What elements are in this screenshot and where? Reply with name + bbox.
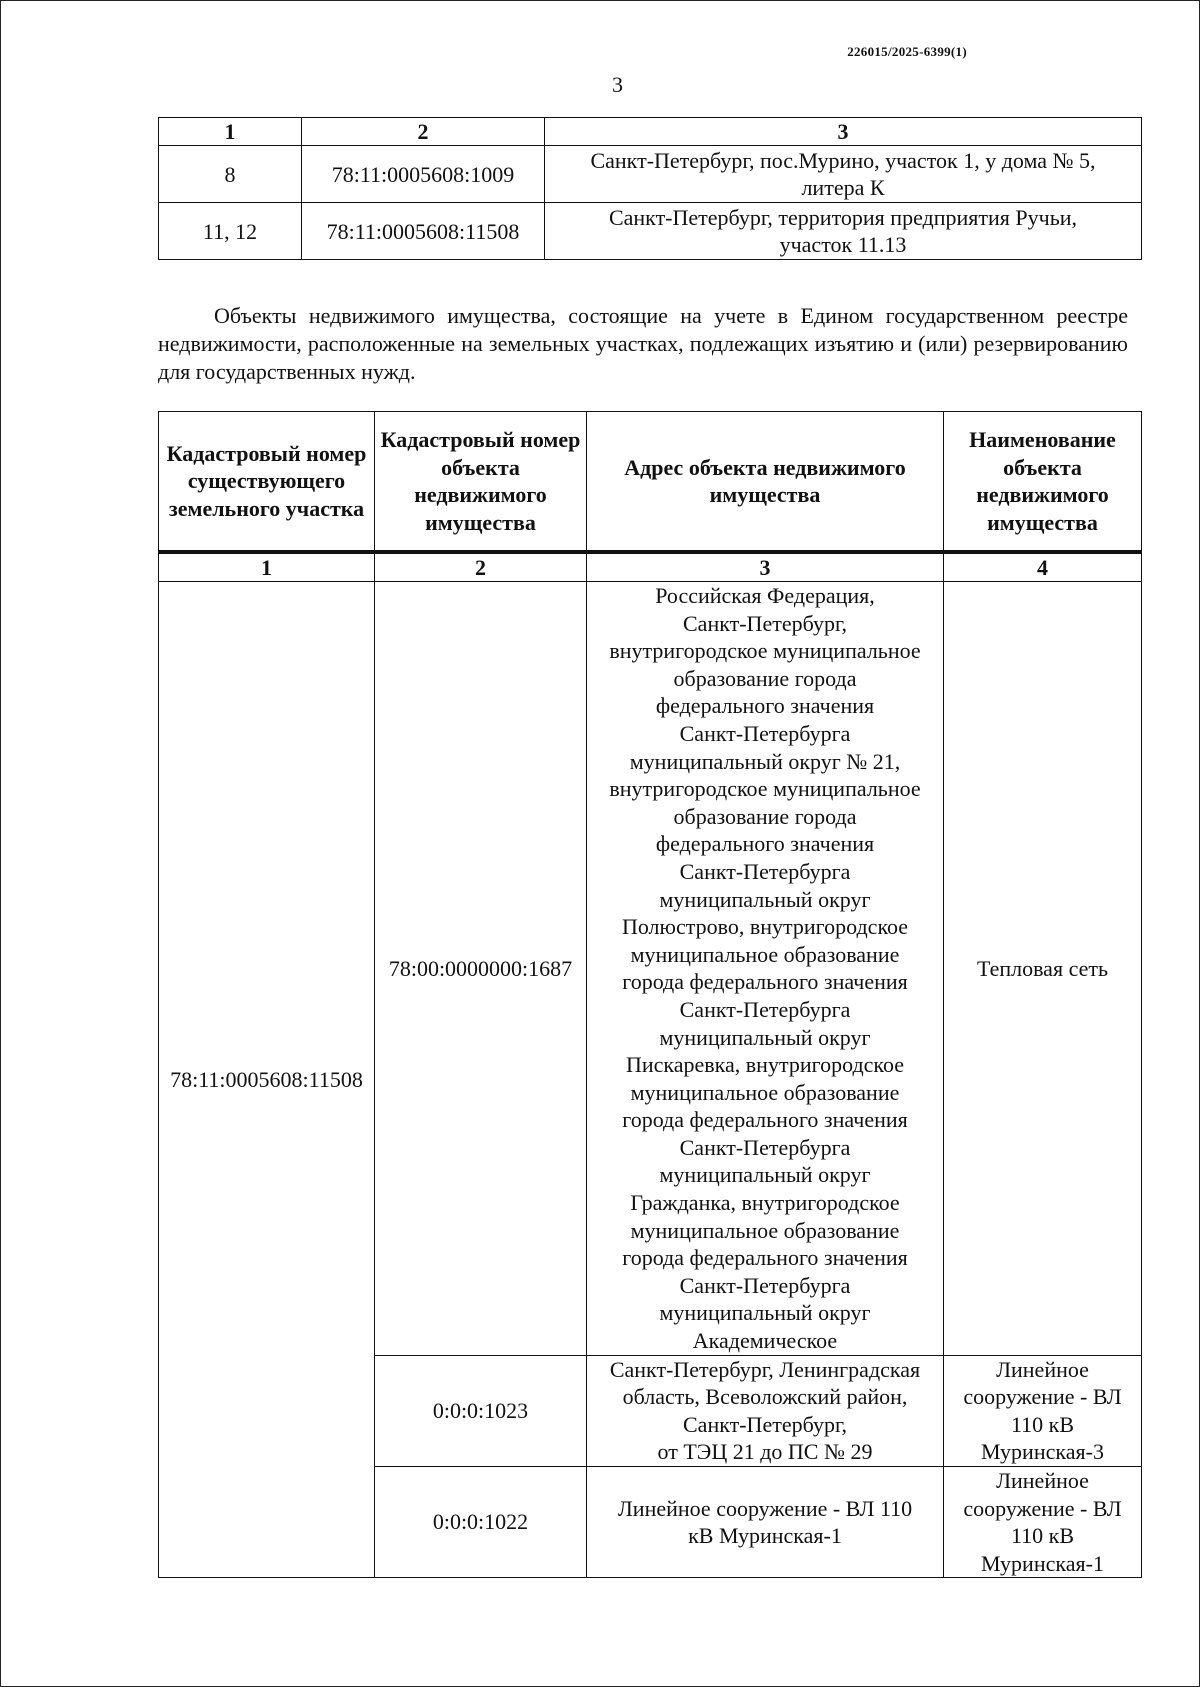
property-objects-table bbox=[158, 411, 1142, 1578]
row-number: 8 bbox=[159, 146, 302, 203]
text-line: муниципальный округ № 21, bbox=[629, 748, 901, 774]
text-line: Санкт-Петербурга bbox=[679, 720, 851, 746]
text-line: внутригородское муниципальное bbox=[609, 638, 921, 664]
text-line: города федерального значения bbox=[622, 1245, 908, 1271]
text-line: Муринская-3 bbox=[981, 1439, 1104, 1465]
text-line: муниципальное образование bbox=[630, 941, 900, 967]
text-line: муниципальный округ bbox=[659, 1300, 871, 1326]
text-line: Муринская-1 bbox=[981, 1550, 1104, 1576]
text-line: Российская Федерация, bbox=[655, 583, 875, 608]
text-line: муниципальное образование bbox=[630, 1217, 900, 1243]
text-line: федерального значения bbox=[655, 693, 875, 719]
document-number: 226015/2025-6399(1) bbox=[847, 44, 967, 59]
text-line: муниципальный округ bbox=[659, 1024, 871, 1050]
object-cadastral-number: 0:0:0:1023 bbox=[375, 1355, 587, 1466]
text-line: внутригородское муниципальное bbox=[609, 776, 921, 802]
text-line: Линейное сооружение - ВЛ 110 bbox=[617, 1495, 913, 1521]
text-line: сооружение - ВЛ bbox=[963, 1384, 1122, 1410]
text-line: Санкт-Петербург, bbox=[683, 610, 847, 636]
table-header-row bbox=[159, 118, 1142, 146]
text-line: Санкт-Петербурга bbox=[679, 996, 851, 1022]
text-line: муниципальный округ bbox=[659, 1162, 871, 1188]
cadastral-number: 78:11:0005608:1009 bbox=[302, 146, 545, 203]
text-line: сооружение - ВЛ bbox=[963, 1495, 1122, 1521]
header-cell: 3 bbox=[545, 118, 1142, 146]
text-line: Санкт-Петербурга bbox=[679, 1272, 851, 1298]
object-name bbox=[944, 1355, 1142, 1466]
column-number: 3 bbox=[587, 552, 944, 582]
text-line: муниципальное образование bbox=[630, 1079, 900, 1105]
address bbox=[545, 146, 1142, 203]
text-line: 110 кВ bbox=[1010, 1411, 1075, 1437]
text-line: кВ Муринская-1 bbox=[688, 1523, 842, 1549]
text-line: федерального значения bbox=[655, 831, 875, 857]
text-line: Академическое bbox=[692, 1328, 838, 1354]
land-plot-number: 78:11:0005608:11508 bbox=[159, 582, 375, 1578]
text-line: города федерального значения bbox=[622, 1107, 908, 1133]
text-line: область, Всеволожский район, bbox=[622, 1384, 908, 1410]
plots-table bbox=[158, 117, 1142, 260]
page-number: 3 bbox=[612, 72, 623, 97]
header-object-name: Наименование объекта недвижимого имущества bbox=[944, 412, 1142, 553]
text-line: образование города bbox=[673, 665, 857, 691]
object-cadastral-number: 0:0:0:1022 bbox=[375, 1467, 587, 1578]
text-line: Санкт-Петербурга bbox=[679, 1134, 851, 1160]
header-cell: 2 bbox=[302, 118, 545, 146]
text-line: муниципальный округ bbox=[659, 886, 871, 912]
table-header-row bbox=[159, 412, 1142, 553]
object-cadastral-number: 78:00:0000000:1687 bbox=[375, 582, 587, 1356]
object-name: Тепловая сеть bbox=[944, 582, 1142, 1356]
column-number: 1 bbox=[159, 552, 375, 582]
text-line: Полюстрово, внутригородское bbox=[621, 914, 909, 940]
row-number: 11, 12 bbox=[159, 203, 302, 260]
body-paragraph: Объекты недвижимого имущества, состоящие на учете в Едином государственном реестре недвижимости, расположенные на земельных участках, подлежащих изъятию и (или) резервированию для государственных нужд. bbox=[158, 303, 1128, 384]
cadastral-number: 78:11:0005608:11508 bbox=[302, 203, 545, 260]
table-row bbox=[159, 582, 1142, 1356]
address-line: Санкт-Петербург, территория предприятия Ручьи, bbox=[608, 205, 1078, 230]
column-number: 4 bbox=[944, 552, 1142, 582]
column-number: 2 bbox=[375, 552, 587, 582]
text-line: образование города bbox=[673, 803, 857, 829]
text-line: от ТЭЦ 21 до ПС № 29 bbox=[657, 1439, 873, 1465]
text-line: Санкт-Петербург, Ленинградская bbox=[609, 1356, 921, 1382]
text-line: города федерального значения bbox=[622, 969, 908, 995]
header-object-address: Адрес объекта недвижимого имущества bbox=[587, 412, 944, 553]
text-line: 110 кВ bbox=[1010, 1523, 1075, 1549]
text-line: Пискаревка, внутригородское bbox=[625, 1052, 905, 1078]
object-address bbox=[587, 1467, 944, 1578]
header-cell: 1 bbox=[159, 118, 302, 146]
text-line: Санкт-Петербург, bbox=[683, 1411, 847, 1437]
text-line: Линейное bbox=[996, 1468, 1089, 1493]
address-line: литера К bbox=[801, 175, 885, 200]
address bbox=[545, 203, 1142, 260]
object-name bbox=[944, 1467, 1142, 1578]
table-row bbox=[159, 146, 1142, 203]
address-line: участок 11.13 bbox=[779, 232, 907, 257]
object-address bbox=[587, 582, 944, 1356]
text-line: Линейное bbox=[996, 1356, 1089, 1382]
address-line: Санкт-Петербург, пос.Мурино, участок 1, у дома № 5, bbox=[590, 148, 1096, 173]
header-object-cadastral: Кадастровый номер объекта недвижимого имущества bbox=[375, 412, 587, 553]
object-address bbox=[587, 1355, 944, 1466]
text-line: Санкт-Петербурга bbox=[679, 858, 851, 884]
table-row bbox=[159, 203, 1142, 260]
header-land-plot: Кадастровый номер существующего земельного участка bbox=[159, 412, 375, 553]
text-line: Гражданка, внутригородское bbox=[630, 1190, 900, 1216]
column-number-row bbox=[159, 552, 1142, 582]
